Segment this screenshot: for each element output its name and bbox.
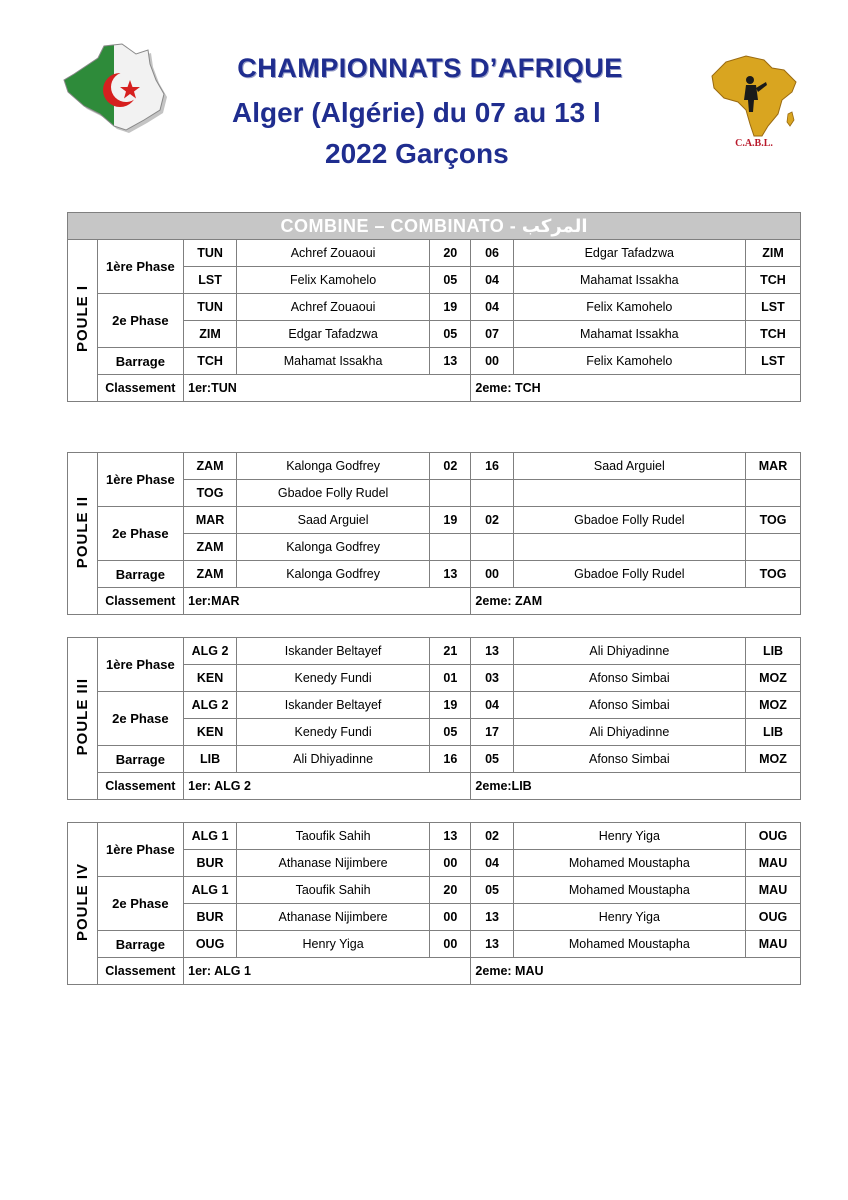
player2-name: Mahamat Issakha <box>513 321 745 348</box>
team2-code: MOZ <box>746 665 801 692</box>
player2-name: Afonso Simbai <box>513 692 745 719</box>
team2-code: MOZ <box>746 692 801 719</box>
title-line-1: CHAMPIONNATS D’AFRIQUE <box>237 53 623 83</box>
team1-code: KEN <box>184 719 237 746</box>
team1-code: ALG 2 <box>184 638 237 665</box>
team2-code: LST <box>745 294 800 321</box>
team2-code: TCH <box>745 267 800 294</box>
team2-code: MOZ <box>746 746 801 773</box>
pool-table-2 <box>67 452 801 615</box>
classement-row <box>68 588 801 615</box>
player2-name: Mohamed Moustapha <box>513 877 745 904</box>
player1-name: Gbadoe Folly Rudel <box>236 480 429 507</box>
first-place: 1er: ALG 2 <box>184 773 471 800</box>
player1-score: 05 <box>430 719 471 746</box>
team2-code <box>746 480 801 507</box>
match-row <box>68 453 801 480</box>
second-place: 2eme: TCH <box>471 375 801 402</box>
title-line-2: Alger (Algérie) du 07 au 13 l <box>232 97 601 128</box>
player1-score: 19 <box>430 692 471 719</box>
pool-label: POULE III <box>73 678 91 756</box>
team1-code: TUN <box>184 240 237 267</box>
player1-score: 01 <box>430 665 471 692</box>
player1-score <box>430 480 471 507</box>
player1-name: Mahamat Issakha <box>236 348 429 375</box>
pool-label-cell <box>68 240 98 402</box>
player2-name: Gbadoe Folly Rudel <box>513 507 745 534</box>
team1-code: ALG 2 <box>184 692 237 719</box>
phase-label: 2e Phase <box>97 507 184 561</box>
table-header: COMBINE – COMBINATO - المركب <box>68 213 801 240</box>
phase-label: Barrage <box>97 348 184 375</box>
player2-score: 02 <box>471 823 513 850</box>
pool-label-cell <box>68 823 98 985</box>
team1-code: OUG <box>184 931 237 958</box>
player2-score: 13 <box>471 638 513 665</box>
second-place: 2eme:LIB <box>471 773 801 800</box>
team2-code: OUG <box>746 823 801 850</box>
player2-score: 07 <box>471 321 513 348</box>
team1-code: TUN <box>184 294 237 321</box>
team2-code: ZIM <box>745 240 800 267</box>
team1-code: ALG 1 <box>184 823 237 850</box>
team2-code: MAU <box>746 850 801 877</box>
player1-name: Kalonga Godfrey <box>236 534 429 561</box>
phase-label: 1ère Phase <box>97 823 184 877</box>
player1-score: 21 <box>430 638 471 665</box>
player2-score: 04 <box>471 267 513 294</box>
team2-code: LIB <box>746 638 801 665</box>
player1-name: Kenedy Fundi <box>236 665 429 692</box>
phase-label: 1ère Phase <box>97 453 184 507</box>
player1-score: 19 <box>430 507 471 534</box>
phase-label: 2e Phase <box>97 877 184 931</box>
player1-score: 20 <box>430 240 471 267</box>
player2-name: Mohamed Moustapha <box>513 850 745 877</box>
phase-label: 1ère Phase <box>97 638 184 692</box>
match-row <box>68 692 801 719</box>
team1-code: ZAM <box>184 534 237 561</box>
pool-table-1 <box>67 212 801 402</box>
phase-label: Barrage <box>97 746 184 773</box>
team2-code: MAR <box>746 453 801 480</box>
classement-row <box>68 958 801 985</box>
player1-score: 00 <box>430 904 471 931</box>
player1-score: 05 <box>430 267 471 294</box>
match-row <box>68 348 801 375</box>
player2-name: Ali Dhiyadinne <box>513 638 745 665</box>
player2-score: 00 <box>471 348 513 375</box>
player1-name: Kalonga Godfrey <box>236 453 429 480</box>
player1-score: 20 <box>430 877 471 904</box>
player1-name: Ali Dhiyadinne <box>236 746 429 773</box>
team2-code: TCH <box>745 321 800 348</box>
player2-name: Henry Yiga <box>513 904 745 931</box>
match-row <box>68 294 801 321</box>
team2-code: TOG <box>746 507 801 534</box>
team2-code: MAU <box>746 931 801 958</box>
team2-code: OUG <box>746 904 801 931</box>
second-place: 2eme: MAU <box>471 958 801 985</box>
player1-name: Athanase Nijimbere <box>236 904 429 931</box>
player2-score: 05 <box>471 746 513 773</box>
classement-row <box>68 375 801 402</box>
team1-code: BUR <box>184 904 237 931</box>
first-place: 1er:MAR <box>184 588 471 615</box>
player2-name: Edgar Tafadzwa <box>513 240 745 267</box>
player2-score <box>471 480 513 507</box>
team1-code: TOG <box>184 480 237 507</box>
team2-code <box>746 534 801 561</box>
player2-name: Mohamed Moustapha <box>513 931 745 958</box>
classement-row <box>68 773 801 800</box>
pool-table-3 <box>67 637 801 800</box>
match-row <box>68 877 801 904</box>
match-row <box>68 931 801 958</box>
player1-name: Edgar Tafadzwa <box>236 321 429 348</box>
cabl-africa-logo <box>706 52 802 148</box>
pool-label: POULE II <box>73 495 91 569</box>
player1-name: Iskander Beltayef <box>236 638 429 665</box>
match-row <box>68 240 801 267</box>
player1-name: Taoufik Sahih <box>236 823 429 850</box>
player2-name: Afonso Simbai <box>513 665 745 692</box>
player2-name: Afonso Simbai <box>513 746 745 773</box>
player2-name: Gbadoe Folly Rudel <box>513 561 745 588</box>
player1-name: Taoufik Sahih <box>236 877 429 904</box>
player1-name: Kenedy Fundi <box>236 719 429 746</box>
player2-score: 02 <box>471 507 513 534</box>
player1-score: 19 <box>430 294 471 321</box>
player2-name: Ali Dhiyadinne <box>513 719 745 746</box>
player1-score: 00 <box>430 850 471 877</box>
first-place: 1er:TUN <box>184 375 471 402</box>
phase-label: Barrage <box>97 561 184 588</box>
player2-score: 05 <box>471 877 513 904</box>
team2-code: MAU <box>746 877 801 904</box>
player2-score: 00 <box>471 561 513 588</box>
team1-code: ZIM <box>184 321 237 348</box>
team1-code: LST <box>184 267 237 294</box>
player1-score: 02 <box>430 453 471 480</box>
player2-score <box>471 534 513 561</box>
player2-score: 16 <box>471 453 513 480</box>
classement-label: Classement <box>97 588 184 615</box>
player2-score: 13 <box>471 931 513 958</box>
player1-name: Felix Kamohelo <box>236 267 429 294</box>
player1-score: 00 <box>430 931 471 958</box>
cabl-logo-text: C.A.B.L. <box>735 138 773 148</box>
player1-score <box>430 534 471 561</box>
player1-name: Achref Zouaoui <box>236 240 429 267</box>
team1-code: LIB <box>184 746 237 773</box>
pool-label-cell <box>68 453 98 615</box>
match-row <box>68 507 801 534</box>
player2-name <box>513 480 745 507</box>
player1-name: Saad Arguiel <box>236 507 429 534</box>
player2-score: 03 <box>471 665 513 692</box>
player2-score: 04 <box>471 850 513 877</box>
player2-name: Henry Yiga <box>513 823 745 850</box>
player1-score: 13 <box>430 561 471 588</box>
team1-code: ZAM <box>184 453 237 480</box>
player2-name: Felix Kamohelo <box>513 294 745 321</box>
pool-label: POULE IV <box>73 862 91 941</box>
team1-code: BUR <box>184 850 237 877</box>
pool-label: POULE I <box>73 285 91 353</box>
player2-name: Mahamat Issakha <box>513 267 745 294</box>
player1-score: 13 <box>430 348 471 375</box>
player2-score: 13 <box>471 904 513 931</box>
player2-name: Saad Arguiel <box>513 453 745 480</box>
classement-label: Classement <box>97 773 184 800</box>
match-row <box>68 561 801 588</box>
team1-code: TCH <box>184 348 237 375</box>
pool-table-4 <box>67 822 801 985</box>
team1-code: KEN <box>184 665 237 692</box>
phase-label: Barrage <box>97 931 184 958</box>
player2-score: 04 <box>471 692 513 719</box>
team1-code: MAR <box>184 507 237 534</box>
team2-code: LST <box>745 348 800 375</box>
match-row <box>68 823 801 850</box>
second-place: 2eme: ZAM <box>471 588 801 615</box>
first-place: 1er: ALG 1 <box>184 958 471 985</box>
phase-label: 2e Phase <box>97 294 184 348</box>
player1-name: Athanase Nijimbere <box>236 850 429 877</box>
classement-label: Classement <box>97 958 184 985</box>
player1-name: Achref Zouaoui <box>236 294 429 321</box>
team2-code: TOG <box>746 561 801 588</box>
phase-label: 2e Phase <box>97 692 184 746</box>
algeria-flag-map-logo <box>60 40 168 134</box>
title-line-3: 2022 Garçons <box>325 138 509 169</box>
player1-score: 16 <box>430 746 471 773</box>
pool-label-cell <box>68 638 98 800</box>
phase-label: 1ère Phase <box>97 240 184 294</box>
player1-score: 13 <box>430 823 471 850</box>
player1-name: Henry Yiga <box>236 931 429 958</box>
team2-code: LIB <box>746 719 801 746</box>
player2-score: 17 <box>471 719 513 746</box>
team1-code: ALG 1 <box>184 877 237 904</box>
player1-name: Iskander Beltayef <box>236 692 429 719</box>
match-row <box>68 638 801 665</box>
team1-code: ZAM <box>184 561 237 588</box>
player2-score: 04 <box>471 294 513 321</box>
player2-name: Felix Kamohelo <box>513 348 745 375</box>
player1-name: Kalonga Godfrey <box>236 561 429 588</box>
player1-score: 05 <box>430 321 471 348</box>
classement-label: Classement <box>97 375 184 402</box>
match-row <box>68 746 801 773</box>
player2-score: 06 <box>471 240 513 267</box>
player2-name <box>513 534 745 561</box>
